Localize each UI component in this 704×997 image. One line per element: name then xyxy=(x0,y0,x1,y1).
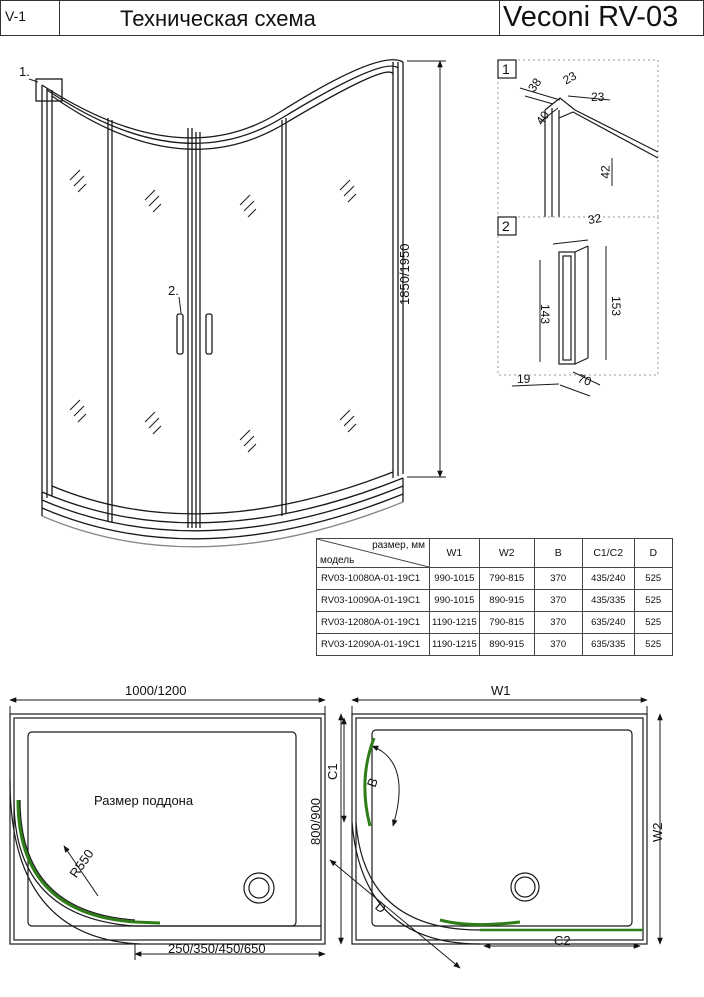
table-row xyxy=(317,612,673,634)
detail-1-dim-d: 40 xyxy=(533,108,553,128)
spec-cell: 525 xyxy=(634,634,672,656)
detail-2-dim-e: 70 xyxy=(576,371,594,389)
spec-model: RV03-12090A-01-19C1 xyxy=(317,634,430,656)
brand-model-title: Veconi RV-03 xyxy=(503,1,679,33)
spec-cell: 370 xyxy=(534,568,582,590)
spec-cell: 990-1015 xyxy=(430,590,480,612)
detail-1-dim-a: 38 xyxy=(525,75,545,95)
table-row xyxy=(317,590,673,612)
spec-table-header xyxy=(317,539,673,568)
spec-cell: 635/240 xyxy=(582,612,634,634)
plan-right-side-dim: W2 xyxy=(650,822,665,842)
spec-corner-top: размер, мм xyxy=(372,540,425,551)
detail-2-dim-d: 19 xyxy=(517,372,531,386)
spec-cell: 525 xyxy=(634,590,672,612)
spec-cell: 435/240 xyxy=(582,568,634,590)
spec-cell: 525 xyxy=(634,568,672,590)
table-row xyxy=(317,568,673,590)
page-title: Техническая схема xyxy=(120,6,316,31)
height-dimension-label: 1850/1950 xyxy=(397,243,412,305)
detail-2-dim-b: 143 xyxy=(538,303,553,325)
plan-right-c2: C2 xyxy=(554,933,571,948)
plan-right-top-dim: W1 xyxy=(491,683,511,698)
spec-col-header: B xyxy=(534,539,582,568)
callout-1: 1. xyxy=(19,64,30,79)
plan-left-radius: R550 xyxy=(66,846,97,881)
spec-cell: 370 xyxy=(534,634,582,656)
spec-cell: 790-815 xyxy=(479,568,534,590)
plan-left-bottom-dim: 250/350/450/650 xyxy=(168,941,266,956)
spec-cell: 1190-1215 xyxy=(430,634,480,656)
tray-size-label: Размер поддона xyxy=(94,793,194,808)
spec-cell: 890-915 xyxy=(479,634,534,656)
table-row xyxy=(317,634,673,656)
plan-right-b: B xyxy=(363,775,381,790)
detail-2-dim-c: 153 xyxy=(609,295,624,317)
plan-left-side-dim: 800/900 xyxy=(308,798,323,845)
spec-col-header: C1/C2 xyxy=(582,539,634,568)
spec-cell: 890-915 xyxy=(479,590,534,612)
spec-cell: 1190-1215 xyxy=(430,612,480,634)
spec-model: RV03-10080A-01-19C1 xyxy=(317,568,430,590)
header-version: V-1 xyxy=(5,8,27,24)
plan-right-d: D xyxy=(372,898,390,917)
detail-2-index: 2 xyxy=(502,218,510,234)
detail-2-dim-a: 32 xyxy=(586,210,603,228)
spec-col-header: D xyxy=(634,539,672,568)
cabin-front-view xyxy=(29,60,446,547)
plan-right-c1: C1 xyxy=(325,763,340,780)
plan-left xyxy=(10,700,341,960)
spec-cell: 790-815 xyxy=(479,612,534,634)
spec-col-header: W1 xyxy=(430,539,480,568)
spec-model: RV03-10090A-01-19C1 xyxy=(317,590,430,612)
spec-cell: 370 xyxy=(534,612,582,634)
detail-1-dim-e: 42 xyxy=(598,165,613,179)
spec-table xyxy=(316,538,673,656)
plan-left-top-dim: 1000/1200 xyxy=(125,683,187,698)
spec-model: RV03-12080A-01-19C1 xyxy=(317,612,430,634)
detail-1-dim-c: 23 xyxy=(591,90,605,104)
spec-cell: 990-1015 xyxy=(430,568,480,590)
detail-1-index: 1 xyxy=(502,61,510,77)
callout-2: 2. xyxy=(168,283,179,298)
detail-1-drawing xyxy=(498,60,658,217)
spec-col-header: W2 xyxy=(479,539,534,568)
spec-cell: 635/335 xyxy=(582,634,634,656)
detail-1-frame xyxy=(498,60,658,217)
plan-right xyxy=(330,700,660,968)
plan-right-glass-path-b xyxy=(440,920,520,925)
spec-cell: 370 xyxy=(534,590,582,612)
spec-cell: 435/335 xyxy=(582,590,634,612)
detail-1-dim-b: 23 xyxy=(560,68,579,88)
spec-corner-cell xyxy=(317,539,430,568)
spec-corner-bottom: модель xyxy=(320,555,355,566)
spec-cell: 525 xyxy=(634,612,672,634)
